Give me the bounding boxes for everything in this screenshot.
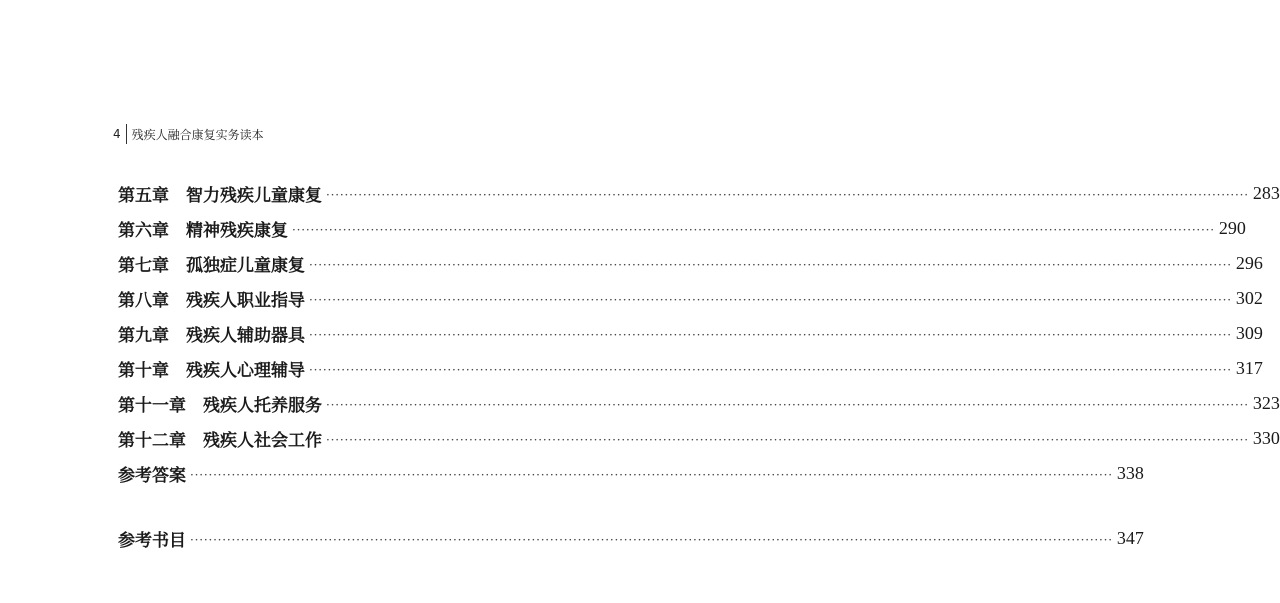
chapter-number: 第六章 [118,221,169,241]
chapter-title: 残疾人托养服务 [203,396,322,416]
page-ref: 283 [1252,183,1280,203]
page-ref: 347 [1116,528,1144,548]
chapter-title: 残疾人辅助器具 [186,326,305,346]
toc-entry-chapter-5[interactable] [118,176,1280,211]
page-ref: 338 [1116,463,1144,483]
chapter-number: 第五章 [118,186,169,206]
table-of-contents [118,176,1280,556]
chapter-number: 第八章 [118,291,169,311]
dot-leader: ········································································································································································································ [326,397,1249,412]
dot-leader: ········································································································································································································ [309,257,1232,272]
dot-leader: ········································································································································································································ [309,292,1232,307]
toc-entry-chapter-7[interactable] [118,246,1263,281]
dot-leader: ········································································································································································································ [190,532,1113,547]
chapter-number: 第十章 [118,361,169,381]
section-title: 参考书目 [118,531,186,551]
chapter-title: 智力残疾儿童康复 [186,186,322,206]
chapter-number: 第九章 [118,326,169,346]
toc-entry-bibliography[interactable] [118,521,1144,556]
toc-entry-chapter-8[interactable] [118,281,1263,316]
toc-entry-chapter-11[interactable] [118,386,1280,421]
section-title: 参考答案 [118,466,186,486]
chapter-title: 残疾人社会工作 [203,431,322,451]
chapter-title: 残疾人职业指导 [186,291,305,311]
page-ref: 302 [1235,288,1263,308]
page-number: 4 [113,127,121,141]
toc-entry-chapter-9[interactable] [118,316,1263,351]
toc-entry-chapter-6[interactable] [118,211,1246,246]
chapter-number: 第十一章 [118,396,186,416]
page-ref: 330 [1252,428,1280,448]
toc-entry-chapter-10[interactable] [118,351,1263,386]
dot-leader: ········································································································································································································ [326,432,1249,447]
chapter-number: 第十二章 [118,431,186,451]
dot-leader: ········································································································································································································ [326,187,1249,202]
dot-leader: ········································································································································································································ [292,222,1215,237]
running-header [113,124,264,144]
page-ref: 323 [1252,393,1280,413]
dot-leader: ········································································································································································································ [309,327,1232,342]
toc-entry-answers[interactable] [118,456,1144,491]
chapter-title: 精神残疾康复 [186,221,288,241]
dot-leader: ········································································································································································································ [309,362,1232,377]
chapter-title: 孤独症儿童康复 [186,256,305,276]
chapter-number: 第七章 [118,256,169,276]
header-divider [126,124,127,144]
book-title: 残疾人融合康复实务读本 [131,127,264,142]
page-ref: 290 [1218,218,1246,238]
toc-entry-chapter-12[interactable] [118,421,1280,456]
page-ref: 317 [1235,358,1263,378]
page-ref: 296 [1235,253,1263,273]
page-ref: 309 [1235,323,1263,343]
chapter-title: 残疾人心理辅导 [186,361,305,381]
dot-leader: ········································································································································································································ [190,467,1113,482]
